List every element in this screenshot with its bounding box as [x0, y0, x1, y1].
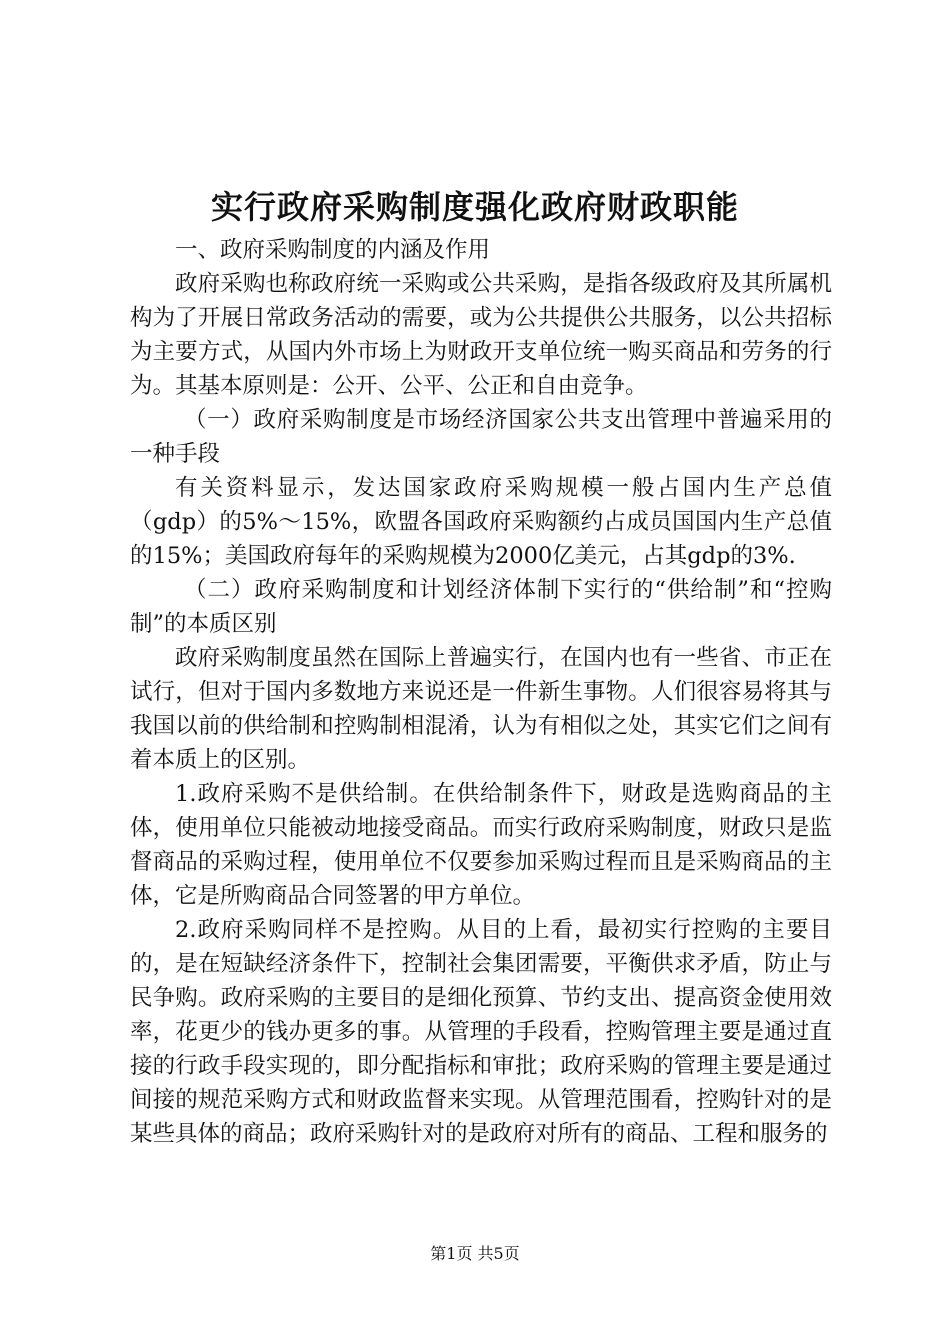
body-paragraph: 政府采购制度虽然在国际上普遍实行，在国内也有一些省、市正在试行，但对于国内多数地方来说还是一件新生事物。人们很容易将其与我国以前的供给制和控购制相混淆，认为有相似之处，其实它们之间有着本质上的区别。	[130, 645, 832, 773]
body-paragraph: 有关资料显示，发达国家政府采购规模一般占国内生产总值（gdp）的5%～15%，欧盟各国政府采购额约占成员国国内生产总值的15%；美国政府每年的采购规模为2000亿美元，占其gdp的3%.	[130, 475, 832, 569]
document-body	[130, 233, 832, 1151]
body-paragraph: 1.政府采购不是供给制。在供给制条件下，财政是选购商品的主体，使用单位只能被动地接受商品。而实行政府采购制度，财政只是监督商品的采购过程，使用单位不仅要参加采购过程而且是采购商品的主体，它是所购商品合同签署的甲方单位。	[130, 781, 832, 909]
document-title: 实行政府采购制度强化政府财政职能	[210, 188, 739, 226]
section-heading: 一、政府采购制度的内涵及作用	[175, 237, 491, 263]
subsection-heading: （一）政府采购制度是市场经济国家公共支出管理中普遍采用的一种手段	[130, 407, 832, 467]
body-paragraph: 2.政府采购同样不是控购。从目的上看，最初实行控购的主要目的，是在短缺经济条件下，控制社会集团需要，平衡供求矛盾，防止与民争购。政府采购的主要目的是细化预算、节约支出、提高资金使用效率，花更少的钱办更多的事。从管理的手段看，控购管理主要是通过直接的行政手段实现的，即分配指标和审批；政府采购的管理主要是通过间接的规范采购方式和财政监督来实现。从管理范围看，控购针对的是某些具体的商品；政府采购针对的是政府对所有的商品、工程和服务的	[130, 917, 832, 1147]
body-paragraph: 政府采购也称政府统一采购或公共采购，是指各级政府及其所属机构为了开展日常政务活动的需要，或为公共提供公共服务，以公共招标为主要方式，从国内外市场上为财政开支单位统一购买商品和劳务的行为。其基本原则是：公开、公平、公正和自由竞争。	[130, 271, 832, 399]
page-footer: 第1页 共5页	[430, 1244, 520, 1263]
subsection-heading: （二）政府采购制度和计划经济体制下实行的“供给制”和“控购制”的本质区别	[130, 577, 832, 637]
